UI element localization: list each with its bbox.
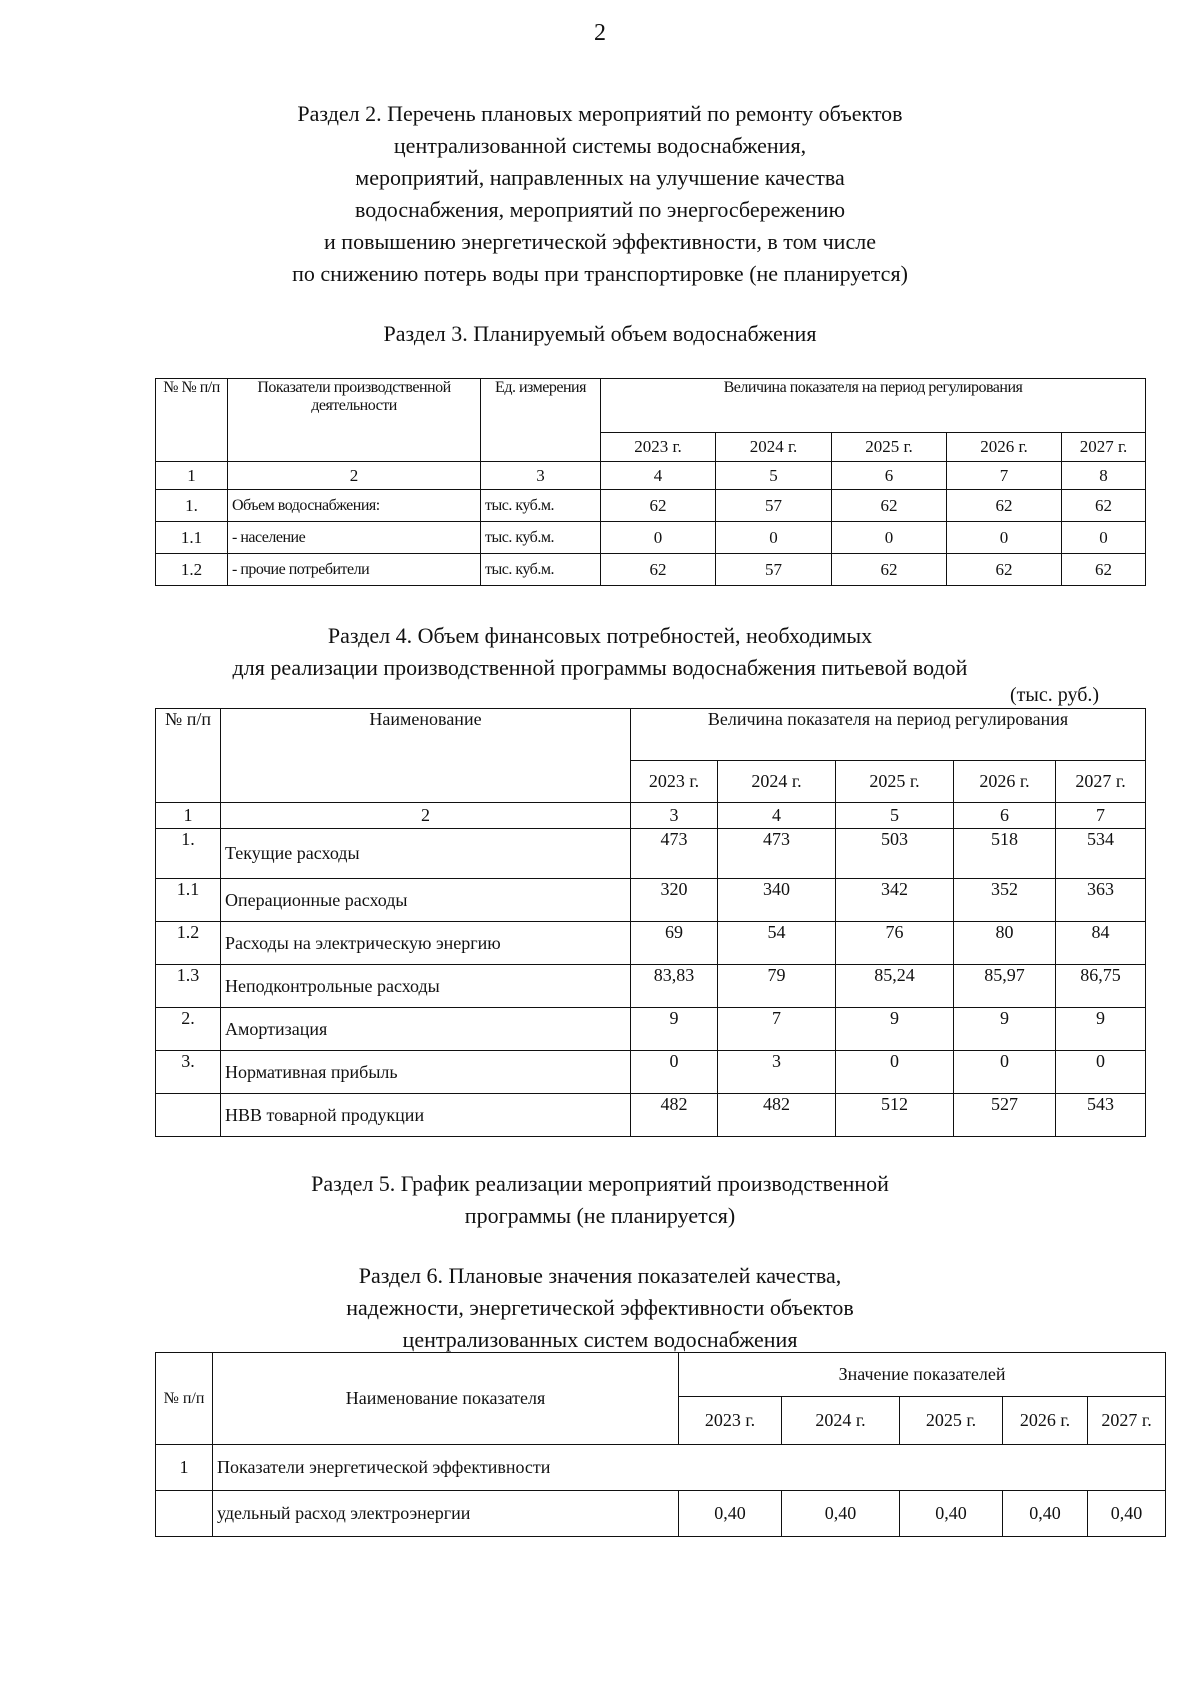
s3-cell-value: 62 [947,554,1062,586]
section4-line: для реализации производственной программы водоснабжения питьевой водой [232,655,968,680]
section2-line: мероприятий, направленных на улучшение качества [355,165,845,190]
s6-year: 2027 г. [1088,1397,1166,1445]
s3-year: 2023 г. [601,433,716,462]
s4-cell-value: 0 [954,1051,1056,1094]
section6-line: Раздел 6. Плановые значения показателей качества, [358,1263,842,1288]
s4-cell-value: 83,83 [631,965,718,1008]
s4-header-period: Величина показателя на период регулирования [631,709,1146,761]
s3-colnum: 5 [716,462,832,490]
s3-cell-num: 1.2 [156,554,228,586]
s4-cell-value: 86,75 [1056,965,1146,1008]
s4-colnum: 7 [1056,803,1146,829]
s4-cell-value: 534 [1056,829,1146,879]
s4-cell-value: 85,97 [954,965,1056,1008]
table-row [156,965,1146,1008]
s4-colnum: 6 [954,803,1056,829]
s4-cell-value: 7 [718,1008,836,1051]
s4-cell-value: 84 [1056,922,1146,965]
s6-cell-value: 0,40 [679,1491,782,1537]
s3-cell-value: 62 [832,554,947,586]
s6-cell-value: 0,40 [782,1491,900,1537]
s6-year: 2026 г. [1003,1397,1088,1445]
section4-line: Раздел 4. Объем финансовых потребностей, необходимых [327,623,873,648]
s4-cell-value: 342 [836,879,954,922]
s4-colnum: 5 [836,803,954,829]
s3-colnum: 7 [947,462,1062,490]
s6-year: 2025 г. [900,1397,1003,1445]
section2-line: по снижению потерь воды при транспортировке (не планируется) [292,261,908,286]
s3-cell-value: 0 [601,522,716,554]
s4-cell-name: Нормативная прибыль [221,1051,631,1094]
s3-cell-value: 57 [716,490,832,522]
s4-cell-value: 320 [631,879,718,922]
s3-cell-value: 62 [947,490,1062,522]
section6-line: централизованных систем водоснабжения [402,1327,798,1352]
table-row [156,1094,1146,1137]
s3-cell-value: 62 [832,490,947,522]
s4-cell-name: Операционные расходы [221,879,631,922]
table-row [156,1008,1146,1051]
table-row [156,879,1146,922]
s4-year: 2025 г. [836,761,954,803]
s6-cell-value: 0,40 [900,1491,1003,1537]
s4-year: 2023 г. [631,761,718,803]
s4-cell-value: 0 [836,1051,954,1094]
s4-colnum: 1 [156,803,221,829]
section5-heading [0,1168,1200,1232]
s3-cell-name: - население [228,522,481,554]
s4-cell-value: 79 [718,965,836,1008]
section5-line: программы (не планируется) [464,1203,736,1228]
s4-header-num: № п/п [156,709,221,803]
s3-cell-name: Объем водоснабжения: [228,490,481,522]
s3-colnum: 4 [601,462,716,490]
section2-heading [0,98,1200,290]
s4-cell-name: Неподконтрольные расходы [221,965,631,1008]
s4-cell-value: 518 [954,829,1056,879]
s4-cell-value: 9 [954,1008,1056,1051]
section6-line: надежности, энергетической эффективности объектов [346,1295,854,1320]
s4-cell-value: 482 [718,1094,836,1137]
table-row [156,522,1146,554]
s3-year: 2024 г. [716,433,832,462]
s4-cell-value: 76 [836,922,954,965]
s3-cell-value: 62 [1062,490,1146,522]
table-row [156,490,1146,522]
s6-year: 2023 г. [679,1397,782,1445]
s3-cell-value: 0 [947,522,1062,554]
section3-table [155,378,1146,586]
s3-colnum: 3 [481,462,601,490]
s4-cell-value: 9 [631,1008,718,1051]
s4-cell-value: 512 [836,1094,954,1137]
s4-cell-num [156,1094,221,1137]
s4-cell-num: 1.3 [156,965,221,1008]
s4-cell-value: 352 [954,879,1056,922]
s4-cell-num: 3. [156,1051,221,1094]
s4-cell-name: НВВ товарной продукции [221,1094,631,1137]
s3-cell-num: 1.1 [156,522,228,554]
s3-year: 2026 г. [947,433,1062,462]
s4-cell-num: 1. [156,829,221,879]
section3-title: Раздел 3. Планируемый объем водоснабжения [383,321,817,346]
s4-cell-value: 9 [836,1008,954,1051]
s3-cell-value: 62 [1062,554,1146,586]
s4-cell-value: 9 [1056,1008,1146,1051]
section4-table [155,708,1146,1137]
s3-cell-unit: тыс. куб.м. [481,490,601,522]
s4-colnum: 2 [221,803,631,829]
section6-heading [0,1260,1200,1356]
table-row [156,554,1146,586]
s6-cell-value: 0,40 [1003,1491,1088,1537]
s3-cell-value: 0 [716,522,832,554]
s3-header-num: № № п/п [156,379,228,462]
section6-table [155,1352,1166,1537]
s6-cell-value: 0,40 [1088,1491,1166,1537]
s6-cell-num [156,1491,213,1537]
s4-year: 2027 г. [1056,761,1146,803]
s4-cell-value: 340 [718,879,836,922]
section2-line: водоснабжения, мероприятий по энергосбережению [354,197,846,222]
table-row [156,1491,1166,1537]
s3-cell-value: 0 [832,522,947,554]
s3-cell-name: - прочие потребители [228,554,481,586]
section4-title [0,620,1200,684]
table-row [156,1445,1166,1491]
units-label: (тыс. руб.) [1010,684,1100,706]
s4-cell-name: Амортизация [221,1008,631,1051]
s4-cell-name: Расходы на электрическую энергию [221,922,631,965]
s3-cell-num: 1. [156,490,228,522]
s4-cell-value: 54 [718,922,836,965]
s4-cell-value: 3 [718,1051,836,1094]
s3-cell-value: 0 [1062,522,1146,554]
s4-cell-num: 1.2 [156,922,221,965]
table-row [156,1051,1146,1094]
s3-cell-unit: тыс. куб.м. [481,554,601,586]
s3-colnum: 1 [156,462,228,490]
s4-cell-num: 2. [156,1008,221,1051]
section2-line: централизованной системы водоснабжения, [393,133,807,158]
s3-year: 2027 г. [1062,433,1146,462]
s4-cell-value: 80 [954,922,1056,965]
s4-cell-value: 363 [1056,879,1146,922]
s4-cell-value: 69 [631,922,718,965]
s6-group-name: Показатели энергетической эффективности [213,1445,1166,1491]
s4-cell-value: 0 [1056,1051,1146,1094]
s3-colnum: 2 [228,462,481,490]
s4-cell-value: 482 [631,1094,718,1137]
s6-header-num: № п/п [156,1353,213,1445]
s4-year: 2024 г. [718,761,836,803]
s3-header-indicator: Показатели производственной деятельности [228,379,481,462]
s4-cell-value: 473 [718,829,836,879]
s3-header-period: Величина показателя на период регулирования [601,379,1146,433]
s4-cell-value: 527 [954,1094,1056,1137]
s3-colnum: 8 [1062,462,1146,490]
s3-cell-value: 62 [601,490,716,522]
s4-header-name: Наименование [221,709,631,803]
s4-colnum: 3 [631,803,718,829]
page-number: 2 [594,20,606,46]
table-row [156,829,1146,879]
section5-line: Раздел 5. График реализации мероприятий производственной [311,1171,889,1196]
s6-header-values: Значение показателей [679,1353,1166,1397]
s6-group-num: 1 [156,1445,213,1491]
s4-cell-value: 473 [631,829,718,879]
s4-cell-num: 1.1 [156,879,221,922]
s3-colnum: 6 [832,462,947,490]
s3-cell-value: 57 [716,554,832,586]
table-row [156,922,1146,965]
s4-cell-value: 543 [1056,1094,1146,1137]
s4-colnum: 4 [718,803,836,829]
s3-header-unit: Ед. измерения [481,379,601,462]
s4-cell-value: 85,24 [836,965,954,1008]
s3-year: 2025 г. [832,433,947,462]
section2-line: и повышению энергетической эффективности, в том числе [324,229,876,254]
s4-cell-value: 0 [631,1051,718,1094]
s6-cell-name: удельный расход электроэнергии [213,1491,679,1537]
s3-cell-value: 62 [601,554,716,586]
section2-line: Раздел 2. Перечень плановых мероприятий по ремонту объектов [297,101,903,126]
s4-year: 2026 г. [954,761,1056,803]
s4-cell-name: Текущие расходы [221,829,631,879]
s4-cell-value: 503 [836,829,954,879]
s3-cell-unit: тыс. куб.м. [481,522,601,554]
s6-header-name: Наименование показателя [213,1353,679,1445]
s6-year: 2024 г. [782,1397,900,1445]
